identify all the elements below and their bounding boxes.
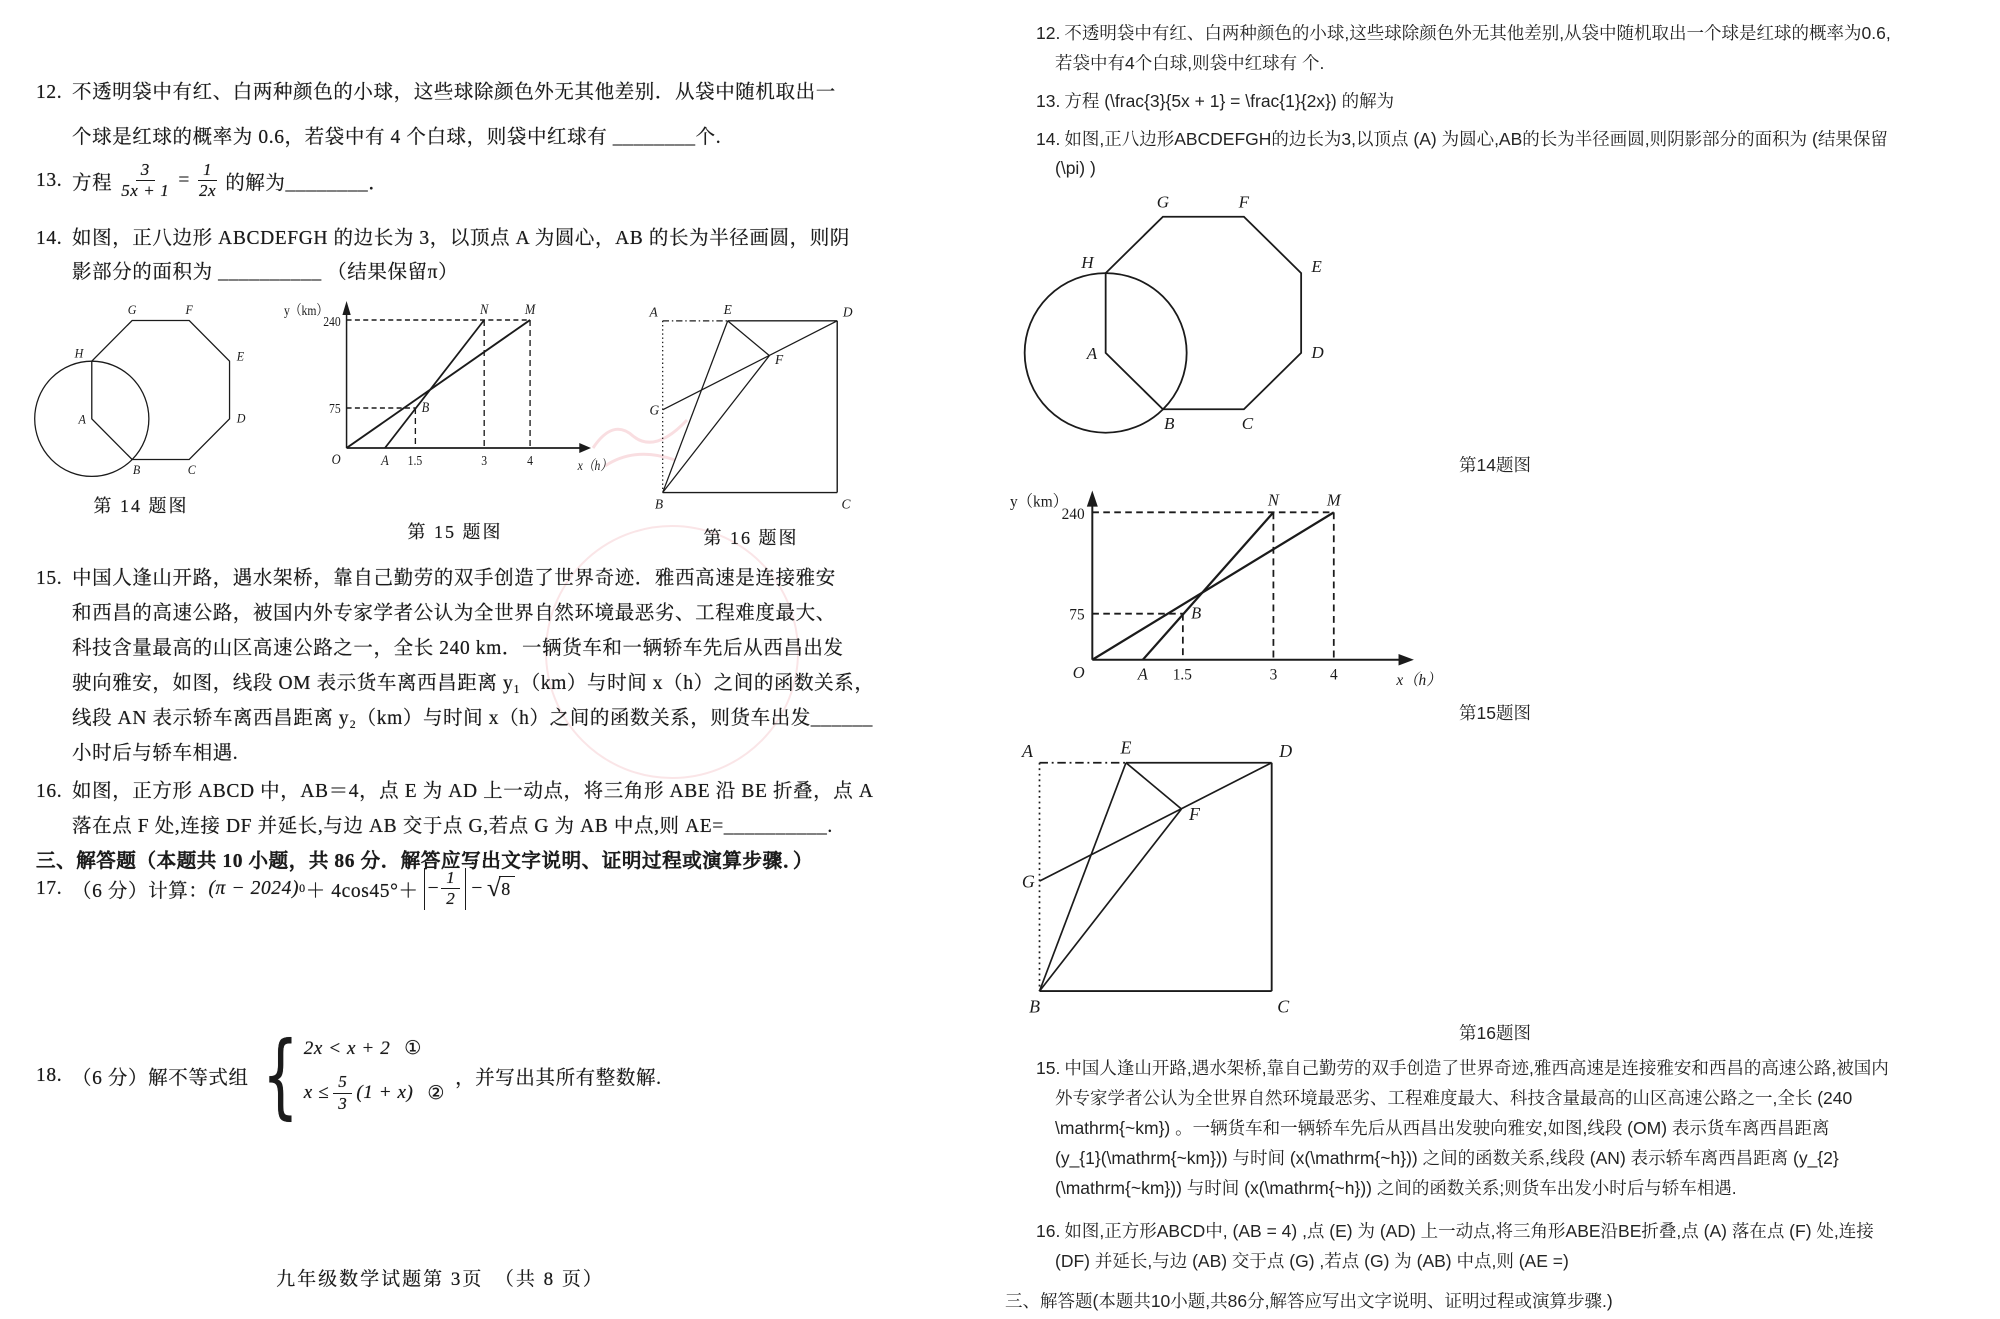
- square-label-G: G: [649, 402, 660, 418]
- ocr-octagon-label-A: A: [1086, 344, 1098, 364]
- graph-tick-4: 4: [527, 453, 533, 469]
- q12-text-1: 不透明袋中有红、白两种颜色的小球，这些球除颜色外无其他差别．从袋中随机取出一: [72, 82, 836, 103]
- q18-text-pre: （6 分）解不等式组: [72, 1067, 249, 1089]
- ocr-octagon-label-E: E: [1311, 257, 1322, 277]
- ocr-q15-line-5: [1055, 1175, 1737, 1200]
- figure-15-caption: 第 15 题图: [407, 522, 503, 542]
- ocr-octagon-label-H: H: [1081, 252, 1094, 272]
- square-label-C: C: [841, 496, 851, 512]
- graph-tick-1-5: 1.5: [407, 453, 423, 469]
- q15-text-3: 科技含量最高的山区高速公路之一，全长 240 km．一辆货车和一辆轿车先后从西昌出发: [72, 638, 844, 659]
- q15-text-5: 线段 AN 表示轿车离西昌距离 y₂（km）与时间 x（h）之间的函数关系，则货车出发______: [72, 708, 874, 729]
- ocr-graph-label-N: N: [1267, 490, 1279, 510]
- ocr-q14-line-2: [1055, 158, 1096, 179]
- ocr-q12-text-2: 若袋中有4个白球,则袋中红球有 个.: [1055, 53, 1325, 73]
- ocr-q15-text-4: (y_{1}(\mathrm{~km})) 与时间 (x(\mathrm{~h})) 之间的函数关系,线段 (AN) 表示轿车离西昌距离 (y_{2}: [1055, 1148, 1839, 1168]
- ocr-square-label-A: A: [1022, 741, 1033, 762]
- ocr-square-label-G: G: [1021, 871, 1035, 892]
- q13-fraction-1: $\frac{3}{5x + 1}$: [121, 160, 170, 201]
- ocr-q16-text-1: 如图,正方形ABCD中, (AB = 4) ,点 (E) 为 (AD) 上一动点,将三角形ABE沿BE折叠,点 (A) 落在点 (F) 处,连接: [1064, 1221, 1874, 1241]
- ocr-q12-line-1: [1036, 20, 1891, 45]
- octagon-label-F: F: [185, 302, 193, 317]
- octagon-label-C: C: [187, 462, 196, 477]
- ocr-q13-number: 13.: [1036, 91, 1061, 111]
- ocr-octagon-label-C: C: [1241, 414, 1254, 434]
- figure-16-caption: 第 16 题图: [703, 528, 799, 548]
- ocr-graph-tick-3: 3: [1269, 666, 1278, 684]
- q14-number: 14.: [36, 228, 63, 249]
- square-label-B: B: [654, 496, 664, 512]
- ocr-q15-line-2: [1055, 1085, 1852, 1110]
- graph-tick-3: 3: [481, 453, 488, 469]
- ocr-graph-tick-240: 240: [1061, 505, 1085, 524]
- ocr-q15-line-4: [1055, 1145, 1839, 1170]
- ocr-octagon-label-B: B: [1163, 414, 1175, 434]
- ocr-square-label-F: F: [1188, 804, 1200, 825]
- q15-text-4: 驶向雅安，如图，线段 OM 表示货车离西昌距离 y₁（km）与时间 x（h）之间的函数关系，: [72, 673, 875, 694]
- graph-label-N: N: [480, 300, 489, 318]
- q17-absolute-value: − $\frac{1}{2}$: [424, 868, 467, 910]
- ocr-graph-tick-1-5: 1.5: [1172, 666, 1192, 684]
- ocr-q14-line-1: [1036, 126, 1888, 151]
- ocr-octagon-label-D: D: [1311, 343, 1324, 363]
- ocr-graph-label-O: O: [1072, 662, 1085, 683]
- ocr-q14-number: 14.: [1036, 129, 1061, 149]
- q17-term-1: (π − 2024): [208, 877, 300, 899]
- ocr-square-label-B: B: [1029, 996, 1041, 1017]
- ocr-square-label-E: E: [1120, 737, 1132, 758]
- q13-number: 13.: [36, 169, 63, 191]
- q12-number: 12.: [36, 82, 63, 103]
- octagon-label-A: A: [78, 412, 86, 427]
- ocr-graph-label-B: B: [1191, 602, 1202, 623]
- q15-text-2: 和西昌的高速公路，被国内外专家学者公认为全世界自然环境最恶劣、工程难度最大、: [72, 603, 836, 624]
- ocr-q15-text-2: 外专家学者公认为全世界自然环境最恶劣、工程难度最大、科技含量最高的山区高速公路之一,全长 (240: [1055, 1088, 1853, 1108]
- inequality-2: x ≤ $\frac{5}{3}$ (1 + x) ②: [303, 1072, 446, 1113]
- q13-text-post: 的解为________．: [225, 172, 389, 194]
- q17-text-pre: （6 分）计算：: [72, 880, 209, 902]
- ocr-q14-text-2: (\pi) ): [1055, 158, 1096, 178]
- q13-equals: =: [178, 169, 190, 191]
- system-brace: {: [261, 1022, 299, 1129]
- q12-text-2: 个球是红球的概率为 0.6，若袋中有 4 个白球，则袋中红球有 ________个.: [72, 127, 722, 148]
- ocr-q15-text-1: 中国人逢山开路,遇水架桥,靠自己勤劳的双手创造了世界奇迹,雅西高速是连接雅安和西昌的高速公路,被国内: [1064, 1058, 1889, 1078]
- figure-14-caption: 第 14 题图: [93, 496, 189, 516]
- q17-abs-minus: −: [427, 877, 440, 899]
- ocr-square-label-C: C: [1277, 996, 1290, 1017]
- ocr-q15-line-1: [1036, 1055, 1889, 1080]
- ocr-octagon-label-G: G: [1156, 192, 1170, 212]
- q14-text-1: 如图，正八边形 ABCDEFGH 的边长为 3，以顶点 A 为圆心，AB 的长为半径画圆，则阴: [72, 228, 850, 249]
- ocr-q14-text-1: 如图,正八边形ABCDEFGH的边长为3,以顶点 (A) 为圆心,AB的长为半径画圆,则阴影部分的面积为 (结果保留: [1064, 129, 1888, 149]
- ocr-q12-text-1: 不透明袋中有红、白两种颜色的小球,这些球除颜色外无其他差别,从袋中随机取出一个球是红球的概率为0.6,: [1064, 23, 1891, 43]
- square-label-E: E: [723, 302, 732, 317]
- q13-fraction-2: $\frac{1}{2x}$: [198, 160, 217, 201]
- graph-tick-240: 240: [323, 314, 341, 330]
- octagon-label-B: B: [132, 462, 141, 477]
- q16-number: 16.: [36, 781, 63, 802]
- page-footer: 九年级数学试题第 3页 （共 8 页）: [276, 1269, 604, 1290]
- square-label-A: A: [649, 304, 658, 320]
- octagon-label-E: E: [236, 349, 245, 364]
- ocr-figure-16-square: [1016, 735, 1298, 1017]
- section-3-text: 三、解答题（本题共 10 小题，共 86 分．解答应写出文字说明、证明过程或演算步骤．）: [36, 851, 814, 872]
- ocr-q15-text-3: \mathrm{~km}) 。一辆货车和一辆轿车先后从西昌出发驶向雅安,如图,线段 (OM) 表示货车离西昌距离: [1055, 1118, 1830, 1138]
- ocr-q15-line-3: [1055, 1115, 1829, 1140]
- ocr-q16-text-2: (DF) 并延长,与边 (AB) 交于点 (G) ,若点 (G) 为 (AB) 中点,则 (AE =): [1055, 1251, 1569, 1271]
- ocr-graph-label-M: M: [1326, 490, 1341, 510]
- q16-text-2: 落在点 F 处,连接 DF 并延长,与边 AB 交于点 G,若点 G 为 AB 中点,则 AE=__________.: [72, 816, 833, 837]
- ocr-q13-text: 方程 (\frac{3}{5x + 1} = \frac{1}{2x}) 的解为: [1064, 91, 1395, 111]
- q17-number: 17.: [36, 877, 63, 899]
- ocr-q16-line-2: [1055, 1248, 1569, 1273]
- q15-number: 15.: [36, 568, 63, 589]
- ocr-graph-tick-4: 4: [1329, 666, 1338, 684]
- square-label-F: F: [775, 352, 784, 367]
- ocr-q15-text-5: (\mathrm{~km})) 与时间 (x(\mathrm{~h})) 之间的函数关系;则货车出发小时后与轿车相遇.: [1055, 1178, 1737, 1198]
- ocr-figure-14-octagon: [1018, 180, 1333, 446]
- ocr-figure-14-caption: 第14题图: [1459, 455, 1531, 475]
- inequality-2-lhs: x ≤: [303, 1082, 330, 1104]
- q13-text-pre: 方程: [72, 172, 113, 194]
- ocr-q16-number: 16.: [1036, 1221, 1061, 1241]
- ocr-section-3-heading: [1005, 1288, 1613, 1313]
- square-label-D: D: [842, 304, 853, 320]
- inequality-1-expr: 2x < x + 2: [303, 1037, 391, 1059]
- graph-label-M: M: [524, 300, 536, 318]
- ocr-graph-x-axis-label: x（h）: [1396, 671, 1442, 690]
- q17-radicand: 8: [499, 876, 515, 900]
- ocr-graph-y-axis-label: y（km）: [1010, 493, 1069, 511]
- q15-text-6: 小时后与轿车相遇.: [72, 743, 239, 764]
- octagon-label-D: D: [236, 411, 246, 426]
- graph-x-axis-label: x（h）: [577, 458, 612, 474]
- ocr-graph-label-A: A: [1137, 663, 1148, 684]
- ocr-shaded-sector: [1106, 273, 1187, 409]
- inequality-2-tag: ②: [427, 1082, 446, 1104]
- ocr-q12-line-2: [1055, 50, 1324, 75]
- ocr-q15-number: 15.: [1036, 1058, 1061, 1078]
- graph-label-O: O: [331, 450, 341, 468]
- inequality-1-tag: ①: [404, 1038, 422, 1060]
- ocr-octagon-label-F: F: [1238, 192, 1250, 212]
- radical-sign: √: [486, 875, 502, 903]
- ocr-figure-16-caption: 第16题图: [1459, 1023, 1531, 1043]
- octagon-label-H: H: [74, 346, 84, 361]
- q18-text-post: ，并写出其所有整数解.: [455, 1067, 662, 1089]
- ocr-figure-15-caption: 第15题图: [1459, 703, 1531, 723]
- q14-text-2: 影部分的面积为 __________ （结果保留π）: [72, 262, 459, 283]
- q15-text-1: 中国人逢山开路，遇水架桥，靠自己勤劳的双手创造了世界奇迹．雅西高速是连接雅安: [72, 568, 836, 589]
- q17-exponent: 0: [299, 881, 306, 896]
- graph-label-B: B: [421, 398, 430, 416]
- octagon-label-G: G: [127, 302, 137, 317]
- q17-minus: −: [471, 877, 483, 899]
- ocr-graph-tick-75: 75: [1069, 606, 1085, 624]
- graph-label-A: A: [381, 451, 389, 469]
- ocr-section-3-text: 三、解答题(本题共10小题,共86分,解答应写出文字说明、证明过程或演算步骤.): [1005, 1291, 1613, 1311]
- graph-y-axis-label: y（km）: [284, 303, 329, 319]
- q16-text-1: 如图，正方形 ABCD 中，AB＝4，点 E 为 AD 上一动点，将三角形 ABE 沿 BE 折叠，点 A: [72, 781, 874, 802]
- q17-term-2: ＋ 4cos45°＋: [305, 880, 419, 902]
- ocr-q16-line-1: [1036, 1218, 1874, 1243]
- inequality-2-rhs: (1 + x): [356, 1082, 414, 1104]
- ocr-square-label-D: D: [1279, 741, 1293, 762]
- ocr-figure-15-graph: [1010, 487, 1460, 692]
- ocr-q12-number: 12.: [1036, 23, 1061, 43]
- ocr-q13-line: [1036, 88, 1394, 113]
- graph-tick-75: 75: [329, 401, 341, 417]
- q18-number: 18.: [36, 1064, 63, 1086]
